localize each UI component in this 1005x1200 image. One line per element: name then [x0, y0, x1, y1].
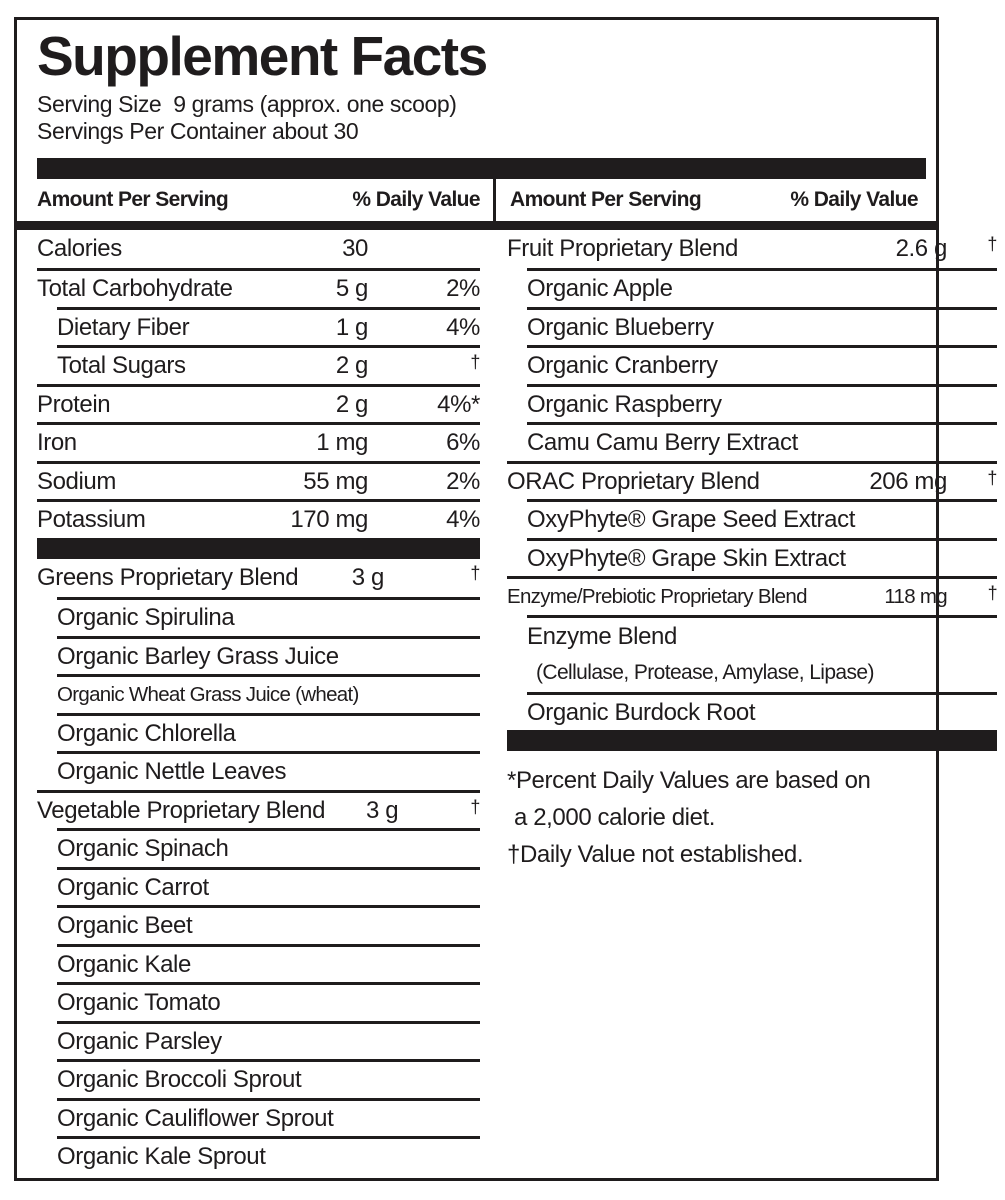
serving-size-line: Serving Size 9 grams (approx. one scoop) [37, 90, 457, 117]
header-underline-bar [17, 221, 936, 230]
supplement-facts-title: Supplement Facts [37, 25, 487, 87]
nutrient-name: Organic Apple [527, 275, 673, 302]
nutrient-daily-value: † [470, 562, 480, 583]
amount-per-serving-header: Amount Per Serving [510, 187, 702, 211]
nutrient-daily-value: † [987, 583, 997, 604]
nutrient-name-detail: (Cellulase, Protease, Amylase, Lipase) [536, 660, 874, 684]
nutrient-row [57, 751, 480, 790]
right-column-rows [507, 230, 997, 752]
nutrient-name: Organic Parsley [57, 1027, 222, 1055]
nutrient-row [527, 345, 997, 384]
left-column-header [37, 179, 493, 221]
footnote-line: *Percent Daily Values are based on [507, 767, 871, 795]
nutrient-name: Protein [37, 390, 111, 418]
nutrient-daily-value: 2% [446, 467, 480, 495]
nutrient-amount: 118 mg [884, 585, 947, 608]
section-divider-bar [507, 730, 997, 751]
nutrient-name: Organic Spirulina [57, 604, 235, 631]
amount-per-serving-header: Amount Per Serving [37, 187, 229, 211]
nutrient-amount: 206 mg [869, 467, 947, 495]
nutrient-row [37, 461, 480, 500]
nutrient-row [527, 268, 997, 307]
nutrient-name: Organic Beet [57, 912, 193, 939]
column-headers-row [17, 179, 936, 221]
nutrient-name: OxyPhyte® Grape Skin Extract [527, 544, 846, 572]
nutrient-name: Iron [37, 429, 77, 456]
nutrient-row [527, 692, 997, 731]
footnote-line: a 2,000 calorie diet. [514, 804, 716, 832]
nutrient-row [37, 384, 480, 423]
nutrient-name: Organic Carrot [57, 873, 209, 901]
nutrient-daily-value: † [987, 467, 997, 488]
nutrient-row [57, 905, 480, 944]
nutrient-amount: 5 g [335, 275, 368, 302]
nutrient-row [527, 422, 997, 461]
nutrient-amount: 2 g [335, 390, 368, 418]
nutrient-row [57, 944, 480, 983]
nutrient-row [57, 713, 480, 752]
nutrient-daily-value: 6% [446, 429, 480, 456]
nutrient-row [57, 828, 480, 867]
nutrient-daily-value: 4% [446, 313, 480, 341]
nutrient-row [57, 674, 480, 713]
nutrient-row [57, 1059, 480, 1098]
nutrient-daily-value: 2% [446, 275, 480, 302]
nutrient-name: Calories [37, 235, 122, 262]
nutrition-columns [17, 230, 997, 1178]
nutrient-daily-value: † [470, 352, 480, 373]
nutrient-name: Sodium [37, 467, 116, 495]
footnote-line: †Daily Value not established. [507, 841, 804, 869]
nutrient-row [37, 499, 480, 538]
nutrient-row [507, 576, 997, 615]
nutrient-row [57, 1021, 480, 1060]
serving-info-block [37, 91, 926, 145]
nutrient-row [57, 307, 480, 346]
nutrient-name: Organic Broccoli Sprout [57, 1066, 302, 1093]
nutrient-amount: 30 [342, 235, 368, 262]
nutrient-row [507, 230, 997, 269]
nutrient-name: Organic Wheat Grass Juice (wheat) [57, 683, 359, 706]
right-column-header [496, 179, 926, 221]
nutrient-name: Organic Burdock Root [527, 698, 756, 726]
nutrient-name: OxyPhyte® Grape Seed Extract [527, 506, 855, 533]
nutrient-name: Organic Kale Sprout [57, 1143, 266, 1170]
nutrient-name: Greens Proprietary Blend [37, 564, 299, 591]
nutrient-name: Camu Camu Berry Extract [527, 429, 798, 456]
nutrient-amount: 1 mg [316, 429, 368, 456]
nutrient-amount: 3 g [365, 796, 399, 824]
nutrient-name: Fruit Proprietary Blend [507, 235, 738, 262]
nutrient-name: Enzyme Blend [527, 622, 677, 650]
nutrient-name: Dietary Fiber [57, 313, 190, 341]
nutrient-name: Organic Chlorella [57, 719, 236, 747]
section-divider-bar [37, 538, 480, 559]
servings-per-container-line: Servings Per Container about 30 [37, 117, 359, 144]
nutrient-row [527, 499, 997, 538]
nutrient-row [527, 538, 997, 577]
nutrient-name: Total Sugars [57, 352, 186, 379]
nutrient-row [57, 597, 480, 636]
nutrient-daily-value: 4%* [437, 390, 480, 418]
nutrient-name: Vegetable Proprietary Blend [37, 796, 326, 824]
nutrient-name: Organic Barley Grass Juice [57, 642, 339, 670]
nutrient-amount: 55 mg [303, 467, 368, 495]
label-header-block [17, 20, 936, 179]
nutrient-name: Enzyme/Prebiotic Proprietary Blend [507, 585, 807, 608]
nutrient-name: Organic Cranberry [527, 352, 718, 379]
daily-value-header: % Daily Value [790, 187, 918, 211]
nutrient-row [37, 559, 480, 598]
nutrient-name: Organic Cauliflower Sprout [57, 1104, 334, 1132]
nutrient-row [37, 422, 480, 461]
right-column-content [493, 230, 1005, 1178]
daily-value-header: % Daily Value [352, 187, 480, 211]
nutrient-row [527, 384, 997, 423]
footnotes-block [507, 762, 997, 873]
nutrient-name: Organic Raspberry [527, 390, 722, 418]
nutrient-name: Organic Kale [57, 950, 191, 978]
nutrient-daily-value: 4% [446, 506, 480, 533]
top-thick-bar [37, 158, 926, 179]
nutrient-name: Organic Tomato [57, 989, 221, 1016]
nutrient-row [57, 1136, 480, 1175]
left-column-rows [37, 230, 493, 1178]
nutrient-row [57, 636, 480, 675]
nutrient-daily-value: † [987, 233, 997, 254]
nutrient-row [37, 268, 480, 307]
nutrient-row [37, 230, 480, 269]
nutrient-row [527, 307, 997, 346]
nutrient-daily-value: † [470, 796, 480, 817]
nutrient-name: Organic Spinach [57, 835, 229, 862]
nutrient-name: Organic Nettle Leaves [57, 758, 287, 785]
nutrient-row [57, 982, 480, 1021]
nutrient-name: Total Carbohydrate [37, 275, 233, 302]
nutrient-row [57, 345, 480, 384]
nutrient-amount: 2.6 g [895, 235, 947, 262]
nutrient-row [37, 790, 480, 829]
nutrient-amount: 2 g [335, 352, 368, 379]
nutrient-row [57, 867, 480, 906]
nutrient-amount: 3 g [351, 564, 384, 591]
nutrient-amount: 170 mg [290, 506, 368, 533]
nutrient-name: ORAC Proprietary Blend [507, 467, 760, 495]
nutrient-name: Potassium [37, 506, 146, 533]
nutrient-row [527, 615, 997, 692]
nutrient-row [57, 1098, 480, 1137]
nutrient-row [507, 461, 997, 500]
nutrient-amount: 1 g [335, 313, 368, 341]
supplement-facts-panel [14, 17, 997, 1181]
nutrient-name: Organic Blueberry [527, 313, 714, 341]
